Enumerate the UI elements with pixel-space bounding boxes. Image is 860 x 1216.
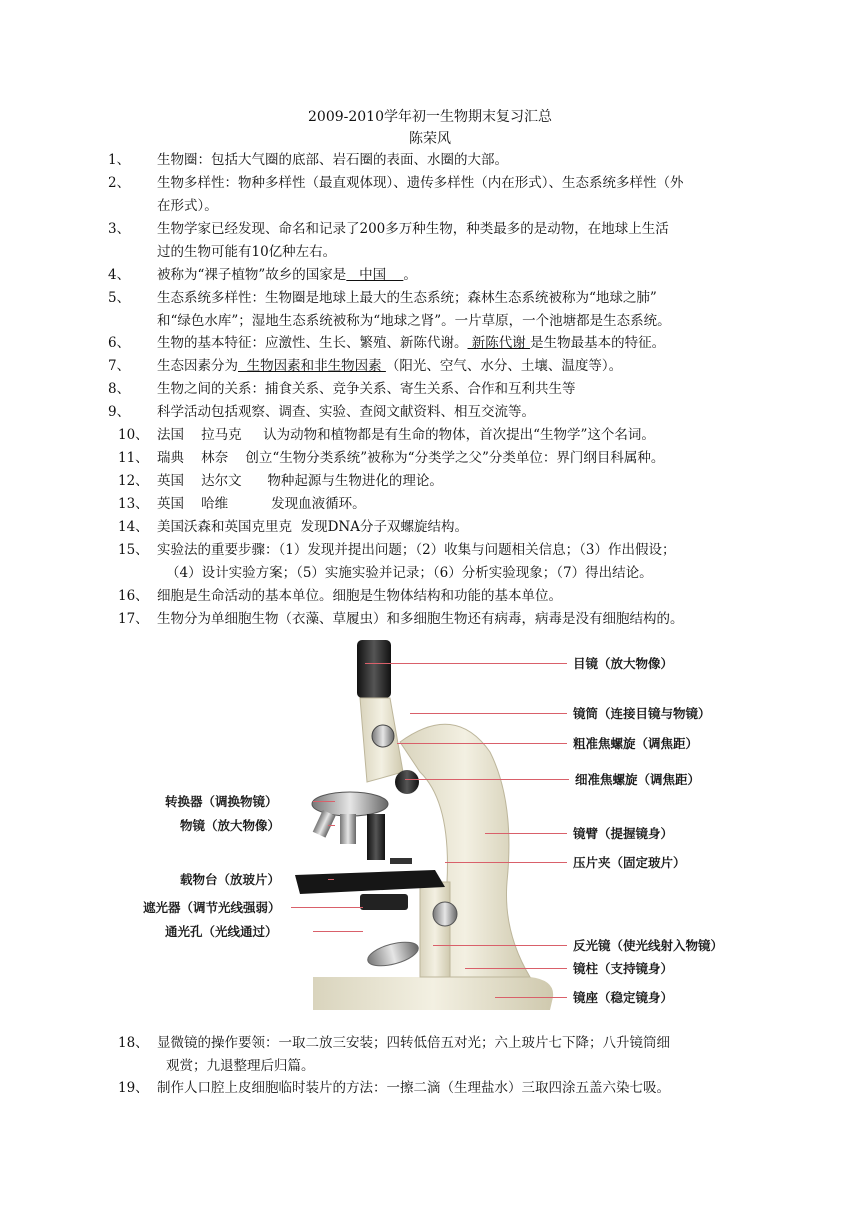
- text-segment: 过的生物可能有10亿种左右。: [157, 244, 337, 260]
- item-number: 4、: [108, 267, 131, 283]
- blank-answer: 生物因素和非生物因素: [238, 358, 386, 374]
- text-segment: 科学活动包括观察、调查、实验、查阅文献资料、相互交流等。: [157, 404, 535, 420]
- text-segment: 生物多样性：物种多样性（最直观体现）、遗传多样性（内在形式）、生态系统多样性（外: [157, 175, 684, 191]
- text-segment: 生态系统多样性：生物圈是地球上最大的生态系统；森林生态系统被称为“地球之肺”: [157, 290, 657, 306]
- part-label: 转换器（调换物镜）: [165, 794, 278, 809]
- item-number: 3、: [108, 221, 131, 237]
- item-number: 9、: [108, 404, 131, 420]
- text-segment: 。: [403, 267, 417, 283]
- item-number: 19、: [118, 1080, 149, 1096]
- leader-line: [485, 833, 567, 834]
- text-segment: 被称为“裸子植物”故乡的国家是: [157, 267, 347, 283]
- part-label: 细准焦螺旋（调焦距）: [575, 772, 701, 787]
- text-segment: 显微镜的操作要领：一取二放三安装；四转低倍五对光；六上玻片七下降；八升镜筒细: [157, 1035, 670, 1051]
- text-segment: 法国 拉马克 认为动物和植物都是有生命的物体，首次提出“生物学”这个名词。: [157, 427, 655, 443]
- item-line: [157, 516, 468, 539]
- text-segment: 英国 哈维 发现血液循环。: [157, 496, 366, 512]
- item-number: 12、: [118, 473, 149, 489]
- item-line: [157, 401, 535, 424]
- item-line: [157, 493, 366, 516]
- part-label: 镜柱（支持镜身）: [573, 961, 674, 976]
- leader-line: [445, 862, 567, 863]
- part-label: 通光孔（光线通过）: [165, 924, 278, 939]
- item-number: 14、: [118, 519, 149, 535]
- item-number: 2、: [108, 175, 131, 191]
- part-label: 镜筒（连接目镜与物镜）: [573, 706, 711, 721]
- part-label: 遮光器（调节光线强弱）: [143, 900, 281, 915]
- text-segment: 和“绿色水库”；湿地生态系统被称为“地球之肾”。一片草原，一个池塘都是生态系统。: [157, 313, 671, 329]
- document-title: 2009-2010学年初一生物期末复习汇总: [308, 109, 552, 125]
- part-label: 反光镜（使光线射入物镜）: [573, 938, 724, 953]
- item-line: [157, 378, 576, 401]
- text-segment: 瑞典 林奈 创立“生物分类系统”被称为“分类学之父”分类单位：界门纲目科属种。: [157, 450, 665, 466]
- item-line: [157, 149, 508, 172]
- text-segment: 生态因素分为: [157, 358, 238, 374]
- document-author: 陈荣风: [409, 131, 451, 147]
- item-number: 13、: [118, 496, 149, 512]
- text-segment: 生物圈：包括大气圈的底部、岩石圈的表面、水圈的大部。: [157, 152, 508, 168]
- leader-line: [313, 931, 363, 932]
- text-segment: 是生物最基本的特征。: [530, 335, 666, 351]
- item-number: 17、: [118, 611, 149, 627]
- blank-answer: 中国: [346, 267, 404, 283]
- item-line: [157, 470, 443, 493]
- leader-line: [365, 663, 567, 664]
- item-line: [157, 172, 684, 195]
- item-line: [157, 332, 665, 355]
- item-number: 18、: [118, 1035, 149, 1051]
- part-label: 压片夹（固定玻片）: [573, 855, 686, 870]
- leader-line: [405, 779, 569, 780]
- leader-line: [397, 743, 567, 744]
- part-label: 镜臂（提握镜身）: [573, 826, 674, 841]
- text-segment: 美国沃森和英国克里克 发现DNA分子双螺旋结构。: [157, 519, 468, 535]
- text-segment: （4）设计实验方案；（5）实施实验并记录；（6）分析实验现象；（7）得出结论。: [166, 565, 653, 581]
- text-segment: （阳光、空气、水分、土壤、温度等）。: [385, 358, 623, 374]
- item-number: 6、: [108, 335, 131, 351]
- item-line: [157, 310, 671, 333]
- blank-answer: 新陈代谢: [467, 335, 531, 351]
- leader-line: [313, 801, 335, 802]
- text-segment: 观赏；九退整理后归篇。: [166, 1058, 315, 1074]
- item-line: [157, 447, 664, 470]
- item-number: 10、: [118, 427, 149, 443]
- item-line: [157, 1032, 670, 1055]
- item-line: [157, 218, 669, 241]
- item-line: [157, 585, 562, 608]
- text-segment: 生物的基本特征：应激性、生长、繁殖、新陈代谢。: [157, 335, 468, 351]
- base-shape: [313, 977, 553, 1010]
- item-line: [157, 195, 218, 218]
- item-line: [157, 241, 336, 264]
- leader-line: [433, 945, 567, 946]
- item-line: [166, 1055, 315, 1078]
- item-number: 1、: [108, 152, 131, 168]
- text-segment: 细胞是生命活动的基本单位。细胞是生物体结构和功能的基本单位。: [157, 588, 562, 604]
- item-number: 11、: [118, 450, 149, 466]
- part-label: 物镜（放大物像）: [180, 818, 281, 833]
- leader-line: [328, 825, 335, 826]
- item-line: [157, 424, 655, 447]
- leader-line: [410, 713, 567, 714]
- item-line: [157, 1077, 670, 1100]
- part-label: 镜座（稳定镜身）: [573, 990, 674, 1005]
- text-segment: 生物之间的关系：捕食关系、竞争关系、寄生关系、合作和互利共生等: [157, 381, 576, 397]
- leader-line: [291, 907, 363, 908]
- text-segment: 生物学家已经发现、命名和记录了200多万种生物，种类最多的是动物，在地球上生活: [157, 221, 669, 237]
- item-number: 7、: [108, 358, 131, 374]
- text-segment: 生物分为单细胞生物（衣藻、草履虫）和多细胞生物还有病毒，病毒是没有细胞结构的。: [157, 611, 684, 627]
- microscope-figure: [135, 632, 745, 1017]
- item-line: [157, 287, 657, 310]
- leader-line: [328, 879, 334, 880]
- text-segment: 实验法的重要步骤：（1）发现并提出问题；（2）收集与问题相关信息；（3）作出假设；: [157, 542, 676, 558]
- leader-line: [495, 997, 567, 998]
- item-line: [166, 562, 653, 585]
- part-label: 目镜（放大物像）: [573, 656, 674, 671]
- item-number: 15、: [118, 542, 149, 558]
- item-number: 8、: [108, 381, 131, 397]
- item-line: [157, 539, 676, 562]
- text-segment: 在形式）。: [157, 198, 218, 214]
- text-segment: 制作人口腔上皮细胞临时装片的方法：一擦二滴（生理盐水）三取四涂五盖六染七吸。: [157, 1080, 670, 1096]
- item-line: [157, 608, 684, 631]
- item-number: 16、: [118, 588, 149, 604]
- part-label: 载物台（放玻片）: [180, 872, 281, 887]
- leader-line: [465, 968, 567, 969]
- text-segment: 英国 达尔文 物种起源与生物进化的理论。: [157, 473, 443, 489]
- item-line: [157, 264, 417, 287]
- part-label: 粗准焦螺旋（调焦距）: [573, 736, 699, 751]
- item-number: 5、: [108, 290, 131, 306]
- item-line: [157, 355, 622, 378]
